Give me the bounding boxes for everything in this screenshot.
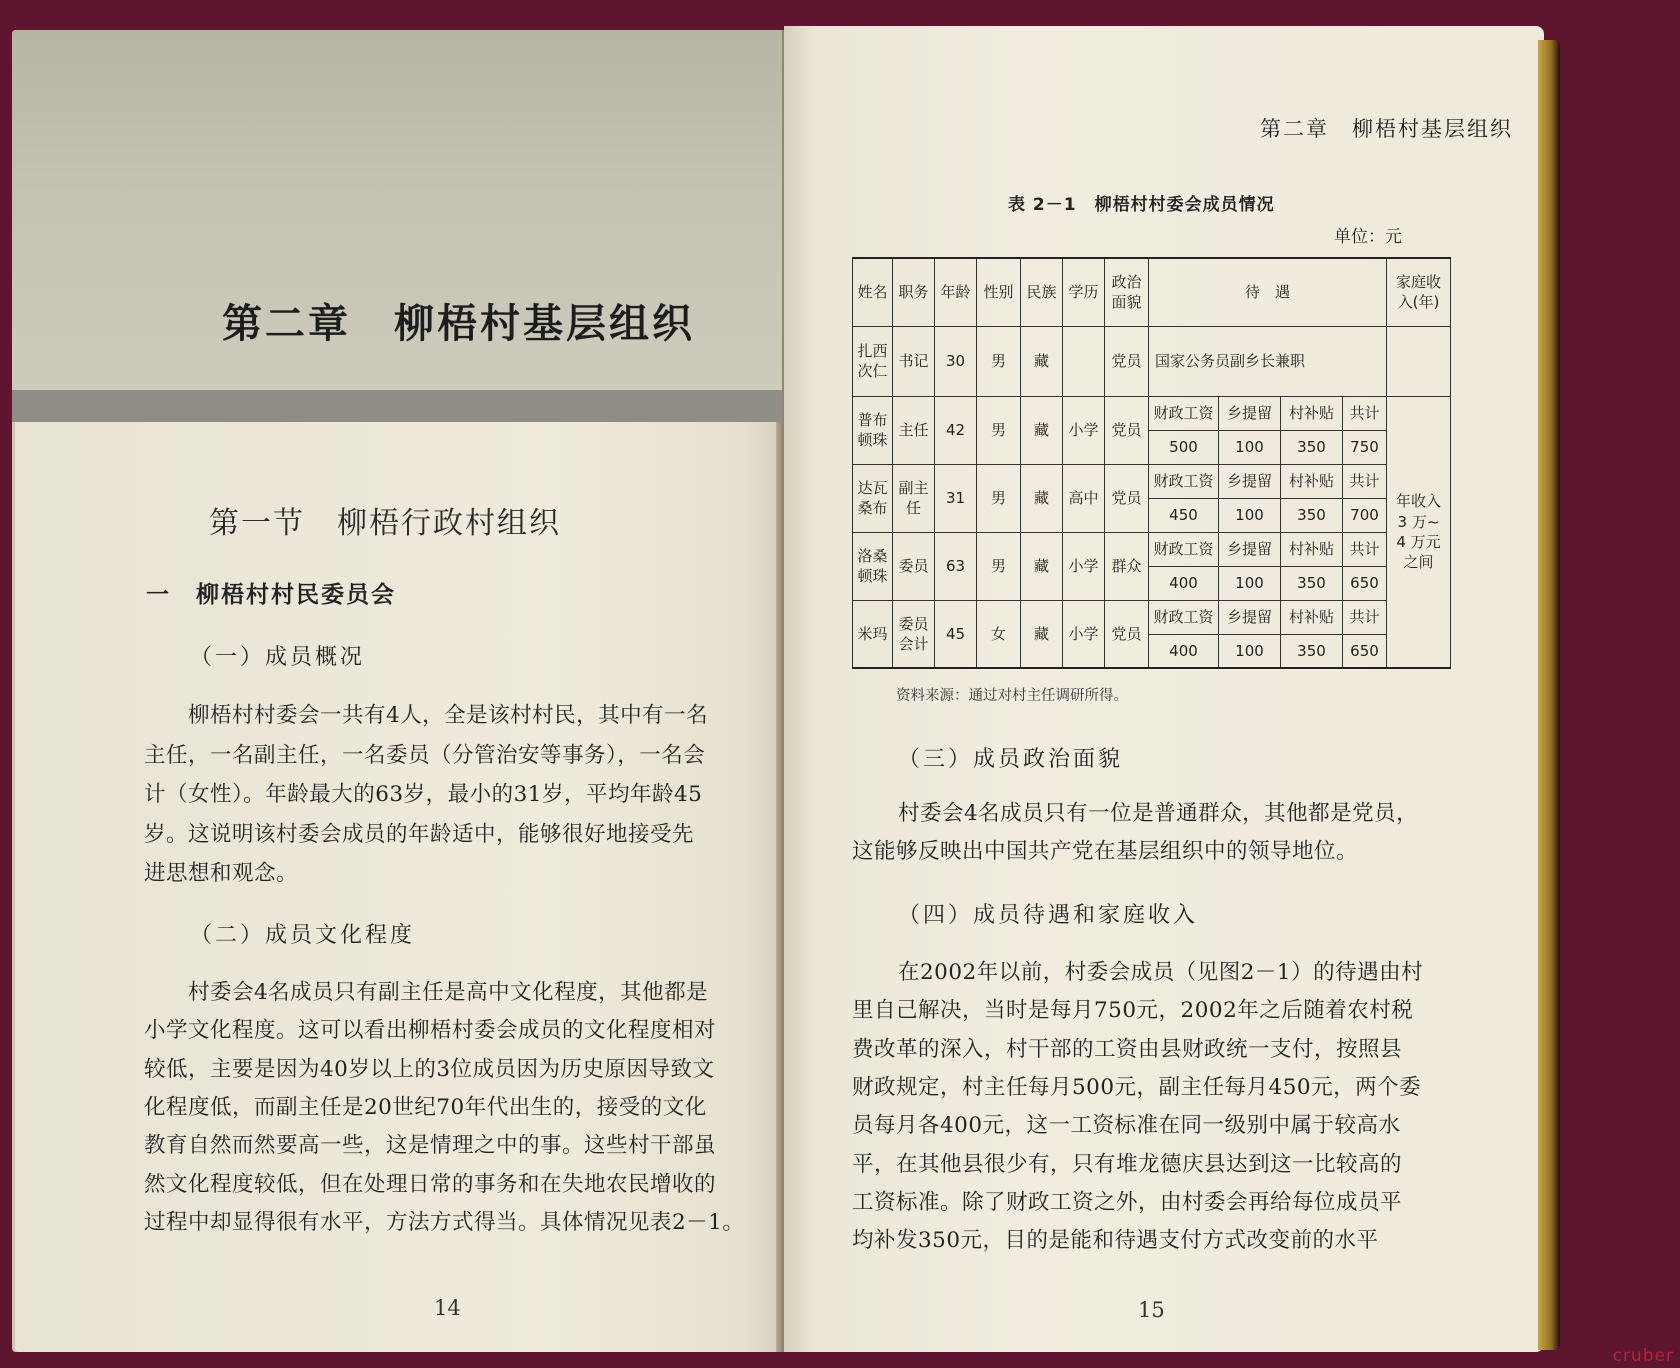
cell-pay-value (1219, 430, 1281, 464)
cell-text: 群众 (1111, 556, 1142, 575)
cell-pay-value (1281, 566, 1343, 600)
table-row (853, 464, 1451, 498)
page-number-right: 15 (1138, 1298, 1165, 1322)
cell-text: 350 (1297, 437, 1326, 456)
cell-education (1063, 464, 1105, 532)
cell-text: 年龄 (940, 283, 971, 302)
chapter-band (12, 30, 782, 422)
cell-text: 村补贴 (1288, 471, 1334, 490)
cell-text: 男 (990, 556, 1006, 575)
paragraph-line: 柳梧村村委会一共有4人，全是该村村民，其中有一名 (188, 703, 709, 728)
cell-pay-value (1219, 634, 1281, 668)
cell-treatment (1149, 326, 1387, 396)
cell-text: 乡提留 (1226, 471, 1272, 490)
cell-pay-label (1343, 396, 1387, 430)
cell-pay-label (1219, 532, 1281, 566)
cell-text: 藏 (1033, 351, 1049, 370)
cell-text: 委员 (898, 556, 929, 575)
cell-text: 党员 (1111, 420, 1142, 439)
cell-political (1105, 396, 1149, 464)
cell-text: 洛桑 (857, 546, 888, 565)
paragraph-line: 这能够反映出中国共产党在基层组织中的领导地位。 (852, 839, 1359, 864)
paragraph-line: 岁。这说明该村委会成员的年龄适中，能够很好地接受先 (144, 821, 695, 847)
paragraph-line: 均补发350元，目的是能和待遇支付方式改变前的水平 (852, 1228, 1379, 1254)
cell-text: 乡提留 (1226, 607, 1272, 626)
cell-age (935, 532, 977, 600)
cell-name (853, 326, 893, 396)
cell-position (893, 396, 935, 464)
cell-position (893, 464, 935, 532)
cell-text: 650 (1350, 573, 1379, 592)
cell-text: 共计 (1349, 403, 1380, 422)
header-treatment (1149, 258, 1387, 326)
table-unit: 单位：元 (1334, 227, 1402, 247)
cell-text: 职务 (898, 283, 929, 302)
cell-text: 米玛 (857, 624, 888, 643)
cell-text: 4 万元 (1396, 532, 1441, 551)
cell-political (1105, 326, 1149, 396)
cell-text: 400 (1169, 641, 1198, 660)
cell-text: 财政工资 (1153, 539, 1214, 558)
member-table (852, 257, 1451, 669)
paragraph-line: 在2002年以前，村委会成员（见图2－1）的待遇由村 (898, 960, 1424, 985)
watermark: cruber (1612, 1346, 1674, 1366)
page-number-left: 14 (434, 1296, 461, 1320)
cell-text: 面貌 (1111, 293, 1142, 312)
cell-text: 共计 (1349, 607, 1380, 626)
cell-text: 扎西 (857, 341, 888, 360)
header-political (1105, 258, 1149, 326)
cell-name (853, 600, 893, 668)
cell-ethnicity (1021, 464, 1063, 532)
cell-text: 小学 (1068, 556, 1099, 575)
cell-text: 财政工资 (1153, 403, 1214, 422)
cell-text: 普布 (857, 410, 888, 429)
paragraph-line: 进思想和观念。 (144, 861, 299, 886)
paragraph-line: 过程中却显得很有水平，方法方式得当。具体情况见表2－1。 (144, 1209, 745, 1235)
cell-political (1105, 532, 1149, 600)
cell-text: 男 (990, 488, 1006, 507)
cell-gender (977, 600, 1021, 668)
cell-pay-value (1149, 566, 1219, 600)
cell-text: 委员 (898, 614, 929, 633)
cell-text: 性别 (983, 283, 1014, 302)
cell-age (935, 326, 977, 396)
paragraph-line: 较低，主要是因为40岁以上的3位成员因为历史原因导致文 (144, 1056, 715, 1082)
cell-ethnicity (1021, 326, 1063, 396)
cell-text: 100 (1235, 573, 1264, 592)
cell-text: 650 (1350, 641, 1379, 660)
cell-text: 30 (945, 351, 966, 370)
cell-text: 3 万~ (1397, 512, 1440, 531)
cell-text: 共计 (1349, 539, 1380, 558)
paragraph-line: 费改革的深入，村干部的工资由县财政统一支付，按照县 (852, 1036, 1403, 1062)
cell-education (1063, 396, 1105, 464)
cell-pay-label (1149, 464, 1219, 498)
cell-text: 350 (1297, 573, 1326, 592)
cell-pay-label (1149, 600, 1219, 634)
cell-text: 750 (1350, 437, 1379, 456)
cell-text: 小学 (1068, 420, 1099, 439)
table-row (853, 326, 1451, 396)
cell-text: 藏 (1033, 488, 1049, 507)
cell-ethnicity (1021, 532, 1063, 600)
cell-text: 350 (1297, 505, 1326, 524)
cell-text: 藏 (1033, 420, 1049, 439)
cell-text: 党员 (1111, 351, 1142, 370)
paragraph-line: 工资标准。除了财政工资之外，由村委会再给每位成员平 (852, 1189, 1403, 1215)
book-edge (1538, 40, 1560, 1350)
subsection-heading-1: （一）成员概况 (190, 645, 366, 670)
header-name (853, 258, 893, 326)
cell-text: 共计 (1349, 471, 1380, 490)
cell-pay-label (1149, 532, 1219, 566)
header-position (893, 258, 935, 326)
cell-text: 42 (945, 420, 966, 439)
cell-pay-value (1343, 430, 1387, 464)
cell-pay-label (1149, 396, 1219, 430)
cell-text: 书记 (898, 351, 929, 370)
paragraph-line: 平，在其他县很少有，只有堆龙德庆县达到这一比较高的 (852, 1151, 1403, 1177)
paragraph-line: 里自己解决，当时是每月750元，2002年之后随着农村税 (852, 998, 1414, 1024)
cell-text: 政治 (1111, 273, 1142, 291)
cell-text: 党员 (1111, 488, 1142, 507)
cell-text: 主任 (898, 420, 929, 439)
subsection-heading-3: （三）成员政治面貌 (898, 747, 1124, 772)
cell-text: 家庭收 (1395, 273, 1441, 291)
cell-pay-value (1149, 498, 1219, 532)
cell-ethnicity (1021, 600, 1063, 668)
chapter-title: 第二章 柳梧村基层组织 (222, 300, 695, 347)
cell-age (935, 464, 977, 532)
cell-pay-label (1219, 396, 1281, 430)
cell-pay-label (1343, 532, 1387, 566)
cell-pay-label (1219, 464, 1281, 498)
cell-text: 国家公务员副乡长兼职 (1155, 351, 1306, 370)
cell-pay-value (1343, 634, 1387, 668)
cell-ethnicity (1021, 396, 1063, 464)
table-caption: 表 2－1 柳梧村村委会成员情况 (1008, 195, 1275, 215)
cell-text: 小学 (1068, 624, 1099, 643)
table-row (853, 396, 1451, 430)
cell-education (1063, 600, 1105, 668)
cell-text: 姓名 (857, 283, 888, 302)
cell-pay-label (1343, 600, 1387, 634)
header-ethnicity (1021, 258, 1063, 326)
paragraph-line: 村委会4名成员只有一位是普通群众，其他都是党员， (898, 801, 1419, 826)
cell-pay-label (1281, 532, 1343, 566)
cell-pay-value (1281, 634, 1343, 668)
cell-name (853, 396, 893, 464)
header-income (1387, 258, 1451, 326)
cell-text: 财政工资 (1153, 607, 1214, 626)
table-row (853, 532, 1451, 566)
cell-gender (977, 464, 1021, 532)
cell-text: 入(年) (1397, 293, 1440, 312)
cell-text: 藏 (1033, 556, 1049, 575)
cell-name (853, 532, 893, 600)
cell-text: 村补贴 (1288, 403, 1334, 422)
cell-position (893, 532, 935, 600)
cell-text: 桑布 (857, 499, 888, 517)
cell-pay-value (1149, 634, 1219, 668)
cell-position (893, 326, 935, 396)
cell-text: 党员 (1111, 624, 1142, 643)
cell-text: 100 (1235, 641, 1264, 660)
cell-text: 500 (1169, 437, 1198, 456)
cell-text: 财政工资 (1153, 471, 1214, 490)
cell-text: 100 (1235, 437, 1264, 456)
cell-gender (977, 396, 1021, 464)
cell-text: 待 遇 (1244, 283, 1290, 302)
cell-text: 之间 (1403, 553, 1434, 571)
cell-pay-value (1149, 430, 1219, 464)
cell-text: 女 (990, 624, 1006, 643)
paragraph-line: 主任，一名副主任，一名委员（分管治安等事务），一名会 (144, 742, 706, 768)
paragraph-line: 员每月各400元，这一工资标准在同一级别中属于较高水 (852, 1113, 1401, 1139)
cell-text: 45 (945, 624, 966, 643)
cell-pay-value (1343, 566, 1387, 600)
cell-pay-value (1343, 498, 1387, 532)
cell-age (935, 600, 977, 668)
paragraph-line: 计（女性）。年龄最大的63岁，最小的31岁，平均年龄45 (144, 782, 703, 807)
cell-age (935, 396, 977, 464)
paragraph-line: 财政规定，村主任每月500元，副主任每月450元，两个委 (852, 1074, 1422, 1100)
cell-pay-label (1343, 464, 1387, 498)
table-row (853, 600, 1451, 634)
cell-text: 任 (905, 499, 921, 517)
cell-pay-label (1281, 600, 1343, 634)
cell-pay-label (1219, 600, 1281, 634)
header-education (1063, 258, 1105, 326)
cell-text: 年收入 (1395, 492, 1441, 511)
cell-text: 村补贴 (1288, 539, 1334, 558)
paragraph-line: 村委会4名成员只有副主任是高中文化程度，其他都是 (188, 980, 709, 1005)
cell-text: 乡提留 (1226, 539, 1272, 558)
cell-income-note (1387, 396, 1451, 668)
cell-text: 高中 (1068, 488, 1099, 507)
cell-text: 会计 (898, 634, 929, 653)
cell-pay-value (1219, 498, 1281, 532)
paragraph-line: 小学文化程度。这可以看出柳梧村委会成员的文化程度相对 (144, 1018, 717, 1044)
cell-text: 学历 (1068, 283, 1099, 302)
cell-text: 次仁 (857, 362, 888, 380)
cell-text: 乡提留 (1226, 403, 1272, 422)
cell-position (893, 600, 935, 668)
cell-text: 63 (945, 556, 966, 575)
cell-income (1387, 326, 1451, 396)
cell-education (1063, 326, 1105, 396)
cell-text: 450 (1169, 505, 1198, 524)
heading-village-committee: 一 柳梧村村民委员会 (146, 582, 396, 608)
chapter-band-stripe (12, 390, 782, 422)
cell-pay-value (1219, 566, 1281, 600)
table-source: 资料来源：通过对村主任调研所得。 (896, 688, 1128, 704)
cell-text: 男 (990, 351, 1006, 370)
cell-pay-label (1281, 396, 1343, 430)
paragraph-line: 化程度低，而副主任是20世纪70年代出生的，接受的文化 (144, 1094, 707, 1120)
cell-gender (977, 532, 1021, 600)
cell-pay-label (1281, 464, 1343, 498)
cell-text: 100 (1235, 505, 1264, 524)
header-age (935, 258, 977, 326)
cell-text: 顿珠 (857, 567, 888, 585)
cell-pay-value (1281, 498, 1343, 532)
cell-text: 顿珠 (857, 431, 888, 449)
cell-text: 男 (990, 420, 1006, 439)
cell-text: 副主 (898, 478, 929, 497)
subsection-heading-4: （四）成员待遇和家庭收入 (898, 903, 1199, 928)
section-title: 第一节 柳梧行政村组织 (209, 506, 561, 541)
cell-text: 31 (945, 488, 966, 507)
cell-text: 350 (1297, 641, 1326, 660)
cell-text: 达瓦 (857, 478, 888, 497)
cell-political (1105, 600, 1149, 668)
cell-text: 藏 (1033, 624, 1049, 643)
cell-gender (977, 326, 1021, 396)
cell-text: 民族 (1026, 283, 1057, 302)
cell-education (1063, 532, 1105, 600)
header-gender (977, 258, 1021, 326)
cell-pay-value (1281, 430, 1343, 464)
cell-text: 村补贴 (1288, 607, 1334, 626)
cell-text: 400 (1169, 573, 1198, 592)
running-head: 第二章 柳梧村基层组织 (1260, 117, 1513, 141)
table-header-row (853, 258, 1451, 326)
paragraph-line: 教育自然而然要高一些，这是情理之中的事。这些村干部虽 (144, 1133, 717, 1159)
cell-political (1105, 464, 1149, 532)
paragraph-line: 然文化程度较低，但在处理日常的事务和在失地农民增收的 (144, 1171, 717, 1197)
cell-name (853, 464, 893, 532)
cell-text: 700 (1350, 505, 1379, 524)
subsection-heading-2: （二）成员文化程度 (190, 923, 416, 948)
